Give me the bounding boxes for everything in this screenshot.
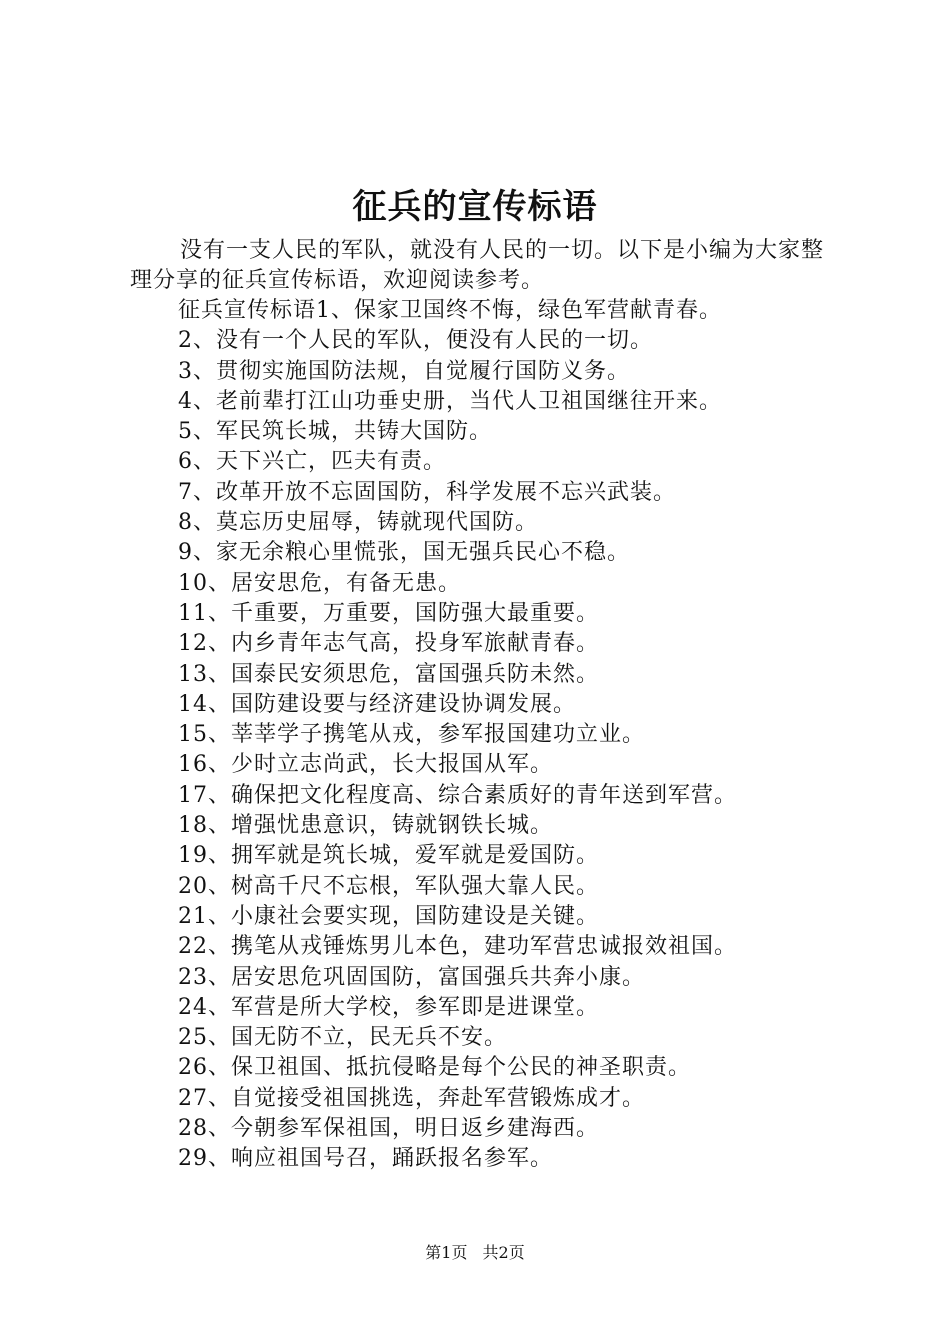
slogan-item: 23、居安思危巩固国防，富国强兵共奔小康。 <box>178 964 645 990</box>
slogan-item: 8、莫忘历史屈辱，铸就现代国防。 <box>178 510 538 536</box>
slogan-item: 24、军营是所大学校，参军即是进课堂。 <box>178 994 599 1020</box>
slogan-item: 25、国无防不立，民无兵不安。 <box>178 1025 507 1051</box>
slogan-item: 5、军民筑长城，共铸大国防。 <box>178 419 492 445</box>
slogan-item: 6、天下兴亡，匹夫有责。 <box>178 449 446 475</box>
slogan-item: 21、小康社会要实现，国防建设是关键。 <box>178 903 599 929</box>
slogan-item: 19、拥军就是筑长城，爱军就是爱国防。 <box>178 843 599 869</box>
slogan-item: 22、携笔从戎锤炼男儿本色，建功军营忠诚报效祖国。 <box>178 934 737 960</box>
slogan-item: 29、响应祖国号召，踊跃报名参军。 <box>178 1146 553 1172</box>
slogan-item: 11、千重要，万重要，国防强大最重要。 <box>178 600 599 626</box>
slogan-item: 16、少时立志尚武，长大报国从军。 <box>178 752 553 778</box>
page-footer <box>0 1242 950 1264</box>
slogan-item: 17、确保把文化程度高、综合素质好的青年送到军营。 <box>178 782 737 808</box>
document-title: 征兵的宣传标语 <box>352 187 598 227</box>
slogan-item: 12、内乡青年志气高，投身军旅献青春。 <box>178 631 599 657</box>
slogan-item: 27、自觉接受祖国挑选，奔赴军营锻炼成才。 <box>178 1085 645 1111</box>
slogan-item: 14、国防建设要与经济建设协调发展。 <box>178 691 576 717</box>
page-number: 第1页 <box>425 1243 468 1262</box>
page-total: 共2页 <box>482 1243 525 1262</box>
slogan-item: 2、没有一个人民的军队，便没有人民的一切。 <box>178 328 653 354</box>
slogan-item: 18、增强忧患意识，铸就钢铁长城。 <box>178 813 553 839</box>
intro-paragraph: 没有一支人民的军队，就没有人民的一切。以下是小编为大家整理分享的征兵宣传标语，欢迎阅读参考。 <box>130 238 825 293</box>
slogan-item: 20、树高千尺不忘根，军队强大靠人民。 <box>178 873 599 899</box>
slogan-item: 28、今朝参军保祖国，明日返乡建海西。 <box>178 1116 599 1142</box>
slogan-item: 7、改革开放不忘固国防，科学发展不忘兴武装。 <box>178 479 676 505</box>
slogan-item: 26、保卫祖国、抵抗侵略是每个公民的神圣职责。 <box>178 1055 691 1081</box>
slogan-list <box>178 296 878 1175</box>
slogan-item: 9、家无余粮心里慌张，国无强兵民心不稳。 <box>178 540 630 566</box>
slogan-item: 15、莘莘学子携笔从戎，参军报国建功立业。 <box>178 722 645 748</box>
slogan-item: 3、贯彻实施国防法规，自觉履行国防义务。 <box>178 358 630 384</box>
slogan-item: 13、国泰民安须思危，富国强兵防未然。 <box>178 661 599 687</box>
slogan-item: 4、老前辈打江山功垂史册，当代人卫祖国继往开来。 <box>178 388 722 414</box>
slogan-item: 征兵宣传标语1、保家卫国终不悔，绿色军营献青春。 <box>178 298 722 323</box>
slogan-item: 10、居安思危，有备无患。 <box>178 570 461 596</box>
